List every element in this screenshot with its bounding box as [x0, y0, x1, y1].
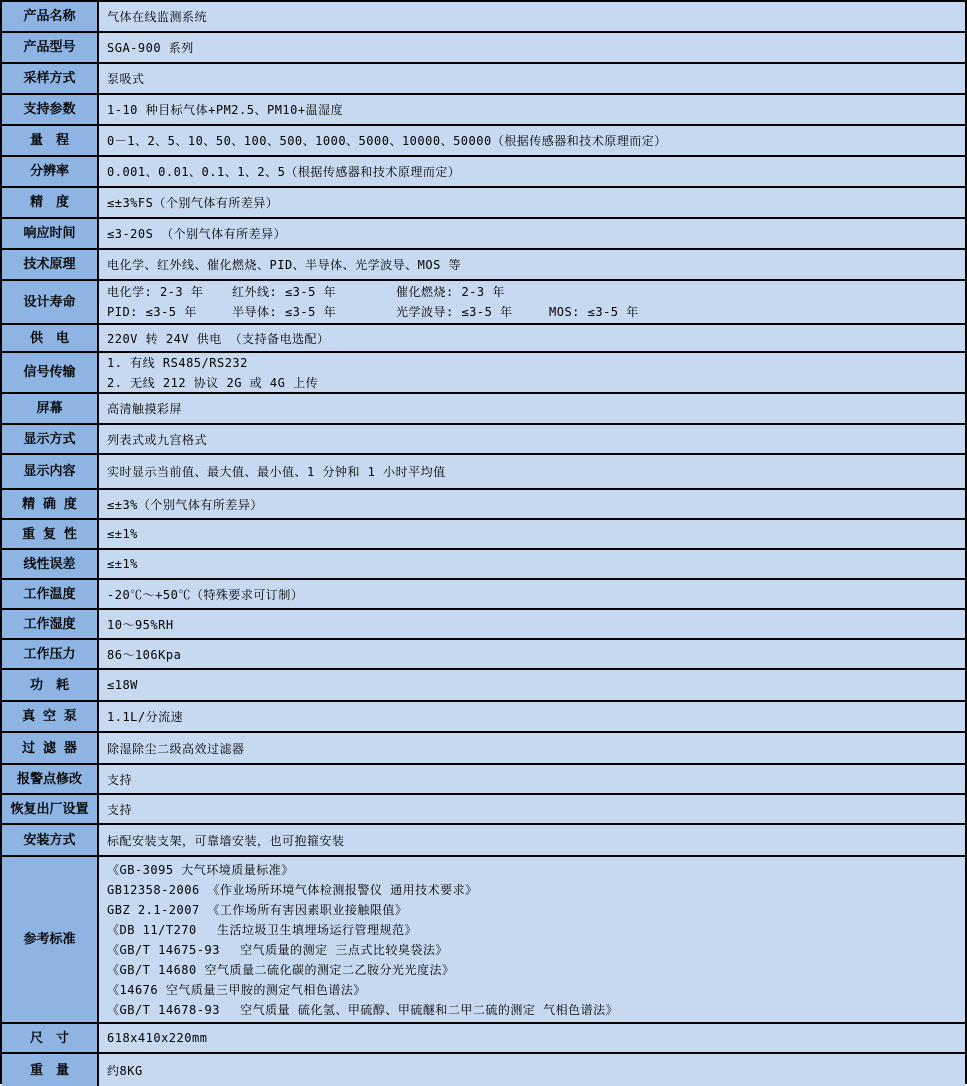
- spec-row-vacuum-pump: [2, 702, 965, 733]
- spec-row-dimensions: [2, 1024, 965, 1054]
- spec-row-precision: [2, 490, 965, 520]
- spec-label-alarm-point-modify: 报警点修改: [2, 765, 99, 793]
- spec-value-resolution: 0.001、0.01、0.1、1、2、5（根据传感器和技术原理而定）: [99, 157, 965, 186]
- design-life-pid: PID: ≤3-5 年: [107, 305, 197, 319]
- spec-label-display-content: 显示内容: [2, 455, 99, 488]
- spec-label-installation-method: 安装方式: [2, 825, 99, 855]
- spec-row-sampling-method: [2, 64, 965, 95]
- spec-row-working-humidity: [2, 610, 965, 640]
- spec-value-working-pressure: 86～106Kpa: [99, 640, 965, 668]
- spec-label-weight: 重 量: [2, 1054, 99, 1086]
- spec-row-response-time: [2, 219, 965, 250]
- spec-row-signal-transmission: [2, 353, 965, 394]
- design-life-catalytic: 催化燃烧: 2-3 年: [396, 285, 505, 299]
- spec-label-power-supply: 供 电: [2, 325, 99, 351]
- reference-standard-1: 《GB-3095 大气环境质量标准》: [107, 862, 294, 877]
- spec-label-repeatability: 重 复 性: [2, 520, 99, 548]
- spec-row-linearity-error: [2, 550, 965, 580]
- spec-row-supported-parameters: [2, 95, 965, 126]
- spec-value-linearity-error: ≤±1%: [99, 550, 965, 578]
- spec-value-working-humidity: 10～95%RH: [99, 610, 965, 638]
- spec-value-power-supply: 220V 转 24V 供电 （支持备电选配）: [99, 325, 965, 351]
- spec-row-design-life: [2, 281, 965, 325]
- reference-standard-8: 《GB/T 14678-93 空气质量 硫化氢、甲硫醇、甲硫醚和二甲二硫的测定 气相色谱法》: [107, 1002, 619, 1017]
- reference-standard-2: GB12358-2006 《作业场所环境气体检测报警仪 通用技术要求》: [107, 882, 478, 897]
- spec-value-screen: 高清触摸彩屏: [99, 394, 965, 423]
- spec-label-working-temperature: 工作温度: [2, 580, 99, 608]
- spec-label-technical-principle: 技术原理: [2, 250, 99, 279]
- spec-row-working-pressure: [2, 640, 965, 670]
- spec-value-measuring-range: 0－1、2、5、10、50、100、500、1000、5000、10000、50000（根据传感器和技术原理而定）: [99, 126, 965, 155]
- spec-label-working-pressure: 工作压力: [2, 640, 99, 668]
- spec-value-dimensions: 618x410x220mm: [99, 1024, 965, 1052]
- spec-row-display-content: [2, 455, 965, 490]
- reference-standard-6: 《GB/T 14680 空气质量二硫化碳的测定二乙胺分光光度法》: [107, 962, 455, 977]
- design-life-line-1: [107, 282, 957, 302]
- spec-value-response-time: ≤3-20S （个别气体有所差异）: [99, 219, 965, 248]
- reference-standard-4: 《DB 11/T270 生活垃圾卫生填埋场运行管理规范》: [107, 922, 417, 937]
- spec-row-weight: [2, 1054, 965, 1086]
- spec-row-working-temperature: [2, 580, 965, 610]
- spec-value-working-temperature: -20℃～+50℃（特殊要求可订制）: [99, 580, 965, 608]
- spec-label-display-mode: 显示方式: [2, 425, 99, 453]
- spec-label-product-name: 产品名称: [2, 2, 99, 31]
- reference-standard-7: 《14676 空气质量三甲胺的测定气相色谱法》: [107, 982, 366, 997]
- spec-row-display-mode: [2, 425, 965, 455]
- design-life-mos: MOS: ≤3-5 年: [549, 305, 639, 319]
- spec-value-power-consumption: ≤18W: [99, 670, 965, 700]
- spec-value-product-model: SGA-900 系列: [99, 33, 965, 62]
- spec-label-power-consumption: 功 耗: [2, 670, 99, 700]
- design-life-line-2: [107, 302, 957, 322]
- signal-transmission-line-1: 1. 有线 RS485/RS232: [107, 355, 248, 370]
- spec-label-design-life: 设计寿命: [2, 281, 99, 323]
- spec-value-display-mode: 列表式或九宫格式: [99, 425, 965, 453]
- spec-value-factory-reset: 支持: [99, 795, 965, 823]
- spec-value-filter: 除湿除尘二级高效过滤器: [99, 733, 965, 763]
- spec-value-repeatability: ≤±1%: [99, 520, 965, 548]
- spec-row-installation-method: [2, 825, 965, 857]
- spec-value-precision: ≤±3%（个别气体有所差异）: [99, 490, 965, 518]
- spec-label-signal-transmission: 信号传输: [2, 353, 99, 392]
- spec-value-installation-method: 标配安装支架，可靠墙安装，也可抱箍安装: [99, 825, 965, 855]
- spec-value-accuracy: ≤±3%FS（个别气体有所差异）: [99, 188, 965, 217]
- spec-row-screen: [2, 394, 965, 425]
- spec-row-product-model: [2, 33, 965, 64]
- spec-row-accuracy: [2, 188, 965, 219]
- spec-value-supported-parameters: 1-10 种目标气体+PM2.5、PM10+温湿度: [99, 95, 965, 124]
- spec-label-working-humidity: 工作湿度: [2, 610, 99, 638]
- reference-standard-3: GBZ 2.1-2007 《工作场所有害因素职业接触限值》: [107, 902, 408, 917]
- spec-row-technical-principle: [2, 250, 965, 281]
- spec-row-reference-standards: [2, 857, 965, 1024]
- spec-value-vacuum-pump: 1.1L/分流速: [99, 702, 965, 731]
- spec-label-dimensions: 尺 寸: [2, 1024, 99, 1052]
- spec-value-sampling-method: 泵吸式: [99, 64, 965, 93]
- design-life-optical-waveguide: 光学波导: ≤3-5 年: [396, 305, 513, 319]
- spec-row-power-supply: [2, 325, 965, 353]
- spec-value-reference-standards: [99, 857, 965, 1022]
- spec-row-power-consumption: [2, 670, 965, 702]
- spec-value-weight: 约8KG: [99, 1054, 965, 1086]
- spec-label-product-model: 产品型号: [2, 33, 99, 62]
- spec-value-alarm-point-modify: 支持: [99, 765, 965, 793]
- spec-label-precision: 精 确 度: [2, 490, 99, 518]
- spec-label-accuracy: 精 度: [2, 188, 99, 217]
- spec-row-repeatability: [2, 520, 965, 550]
- spec-row-measuring-range: [2, 126, 965, 157]
- spec-label-response-time: 响应时间: [2, 219, 99, 248]
- spec-label-reference-standards: 参考标准: [2, 857, 99, 1022]
- spec-row-alarm-point-modify: [2, 765, 965, 795]
- spec-label-linearity-error: 线性误差: [2, 550, 99, 578]
- spec-value-technical-principle: 电化学、红外线、催化燃烧、PID、半导体、光学波导、MOS 等: [99, 250, 965, 279]
- spec-label-sampling-method: 采样方式: [2, 64, 99, 93]
- spec-value-display-content: 实时显示当前值、最大值、最小值、1 分钟和 1 小时平均值: [99, 455, 965, 488]
- signal-transmission-line-2: 2. 无线 212 协议 2G 或 4G 上传: [107, 375, 319, 390]
- spec-label-measuring-range: 量 程: [2, 126, 99, 155]
- spec-row-factory-reset: [2, 795, 965, 825]
- spec-label-resolution: 分辨率: [2, 157, 99, 186]
- spec-label-vacuum-pump: 真 空 泵: [2, 702, 99, 731]
- spec-label-factory-reset: 恢复出厂设置: [2, 795, 99, 823]
- spec-row-filter: [2, 733, 965, 765]
- spec-label-screen: 屏幕: [2, 394, 99, 423]
- spec-label-filter: 过 滤 器: [2, 733, 99, 763]
- design-life-semiconductor: 半导体: ≤3-5 年: [232, 305, 337, 319]
- spec-value-signal-transmission: [99, 353, 965, 392]
- spec-row-resolution: [2, 157, 965, 188]
- spec-value-design-life: [99, 281, 965, 323]
- spec-label-supported-parameters: 支持参数: [2, 95, 99, 124]
- spec-value-product-name: 气体在线监测系统: [99, 2, 965, 31]
- reference-standard-5: 《GB/T 14675-93 空气质量的测定 三点式比较臭袋法》: [107, 942, 448, 957]
- spec-row-product-name: [2, 2, 965, 33]
- design-life-infrared: 红外线: ≤3-5 年: [232, 285, 337, 299]
- design-life-electrochemical: 电化学: 2-3 年: [107, 285, 204, 299]
